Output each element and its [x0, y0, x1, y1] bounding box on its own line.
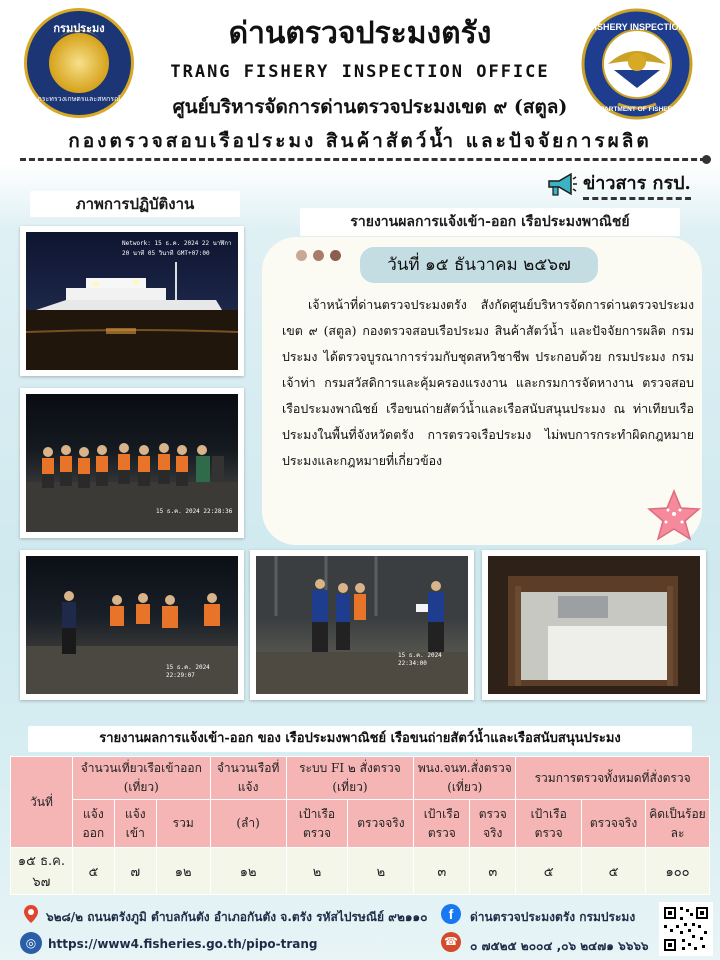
subheader-officer-actual: ตรวจจริง — [470, 800, 516, 848]
cell-officer-target: ๓ — [414, 848, 470, 895]
footer-phone: ๐ ๗๕๒๕ ๒๐๐๔ ,๐๖ ๒๔๗๑ ๖๖๖๖ — [470, 939, 649, 953]
phone-icon: ☎ — [441, 932, 461, 952]
divider-end-dot — [702, 155, 711, 164]
photo-timestamp: 15 ธ.ค. 2024 22:29:07 — [166, 664, 210, 679]
subheader-fi2-actual: ตรวจจริง — [348, 800, 414, 848]
page-title-thai: ด่านตรวจประมงตรัง — [228, 16, 492, 51]
facebook-icon[interactable]: f — [441, 904, 461, 924]
report-section-label: รายงานผลการแจ้งเข้า-ออก เรือประมงพาณิชย์ — [300, 208, 680, 236]
cell-fi2-actual: ๒ — [348, 848, 414, 895]
subheader-unit: (ลำ) — [210, 800, 286, 848]
megaphone-icon — [545, 171, 577, 197]
report-date: วันที่ ๑๕ ธันวาคม ๒๕๖๗ — [360, 247, 598, 283]
qr-code-icon[interactable] — [659, 902, 713, 956]
photo-officers-document-check — [250, 550, 474, 700]
subheader-total-target: เป้าเรือตรวจ — [516, 800, 582, 848]
footer-facebook-page[interactable]: ด่านตรวจประมงตรัง กรมประมง — [470, 910, 636, 924]
cell-in: ๗ — [114, 848, 156, 895]
photos-section-label: ภาพการปฏิบัติงาน — [30, 191, 240, 217]
photo-timestamp: 15 ธ.ค. 2024 22:34:00 — [398, 652, 442, 667]
header-divider — [20, 158, 706, 161]
cell-fi2-target: ๒ — [286, 848, 348, 895]
header-total-inspections: รวมการตรวจทั้งหมดที่สั่งตรวจ — [516, 757, 710, 800]
cell-day: ๑๕ ธ.ค. ๖๗ — [11, 848, 73, 895]
subheader-out: แจ้งออก — [72, 800, 114, 848]
subheader-sum: รวม — [156, 800, 210, 848]
location-pin-icon — [24, 905, 38, 923]
footer-website-link[interactable]: https://www4.fisheries.go.th/pipo-trang — [48, 937, 318, 951]
cell-total-actual: ๕ — [582, 848, 646, 895]
photo-timestamp: 15 ธ.ค. 2024 22:28:36 — [156, 508, 233, 515]
header-fi2: ระบบ FI ๒ สั่งตรวจ (เที่ยว) — [286, 757, 414, 800]
subheader-in: แจ้งเข้า — [114, 800, 156, 848]
badge-bottom-text: DEPARTMENT OF FISHERIES — [591, 106, 683, 113]
logo-left-bottom-text: กระทรวงเกษตรและสหกรณ์ — [37, 95, 121, 103]
header-boats: จำนวนเรือที่แจ้ง — [210, 757, 286, 800]
photo-fish-hold — [482, 550, 706, 700]
logo-left-top-text: กรมประมง — [53, 22, 105, 35]
cell-percent: ๑๐๐ — [646, 848, 710, 895]
subheader-fi2-target: เป้าเรือตรวจ — [286, 800, 348, 848]
cell-total-target: ๕ — [516, 848, 582, 895]
page-title-english: TRANG FISHERY INSPECTION OFFICE — [170, 62, 550, 82]
news-tag-label: ข่าวสาร กรป. — [583, 168, 691, 200]
footer-address: ๖๒๘/๒ ถนนตรังภูมิ ตำบลกันตัง อำเภอกันตัง จ.ตรัง รหัสไปรษณีย์ ๙๒๑๑๐ — [46, 910, 428, 924]
subtitle-center: ศูนย์บริหารจัดการด่านตรวจประมงเขต ๙ (สตูล) — [172, 96, 568, 118]
starfish-icon — [646, 488, 702, 544]
photo-timestamp: Network: 15 ธ.ค. 2024 22 นาฬิกา 20 นาที 05 วินาที GMT+07:00 — [122, 240, 232, 257]
globe-icon: ◎ — [20, 932, 42, 954]
badge-top-text: FISHERY INSPECTION — [588, 22, 686, 32]
subtitle-division: กองตรวจสอบเรือประมง สินค้าสัตว์น้ำ และปัจจัยการผลิต — [68, 130, 652, 152]
photo-boat-at-night — [20, 226, 244, 376]
header-officer-ordered: พนง.จนท.สั่งตรวจ (เที่ยว) — [414, 757, 516, 800]
department-of-fisheries-logo — [24, 8, 134, 118]
header-day: วันที่ — [11, 757, 73, 848]
card-decor-dots — [296, 250, 341, 261]
subheader-percent: คิดเป็นร้อยละ — [646, 800, 710, 848]
header-trips: จำนวนเที่ยวเรือเข้าออก (เที่ยว) — [72, 757, 210, 800]
report-table — [10, 756, 710, 895]
photo-crew-lineup — [20, 388, 244, 538]
table-title: รายงานผลการแจ้งเข้า-ออก ของ เรือประมงพาณิชย์ เรือขนถ่ายสัตว์น้ำและเรือสนับสนุนประมง — [28, 726, 692, 752]
cell-out: ๕ — [72, 848, 114, 895]
news-tag — [545, 170, 691, 198]
cell-sum: ๑๒ — [156, 848, 210, 895]
report-body: เจ้าหน้าที่ด่านตรวจประมงตรัง สังกัดศูนย์บริหารจัดการด่านตรวจประมง เขต ๙ (สตูล) กองตรวจสอบเรือประมง สินค้าสัตว์น้ำ และปัจจัยการผลิต กรมประมง ได้ตรวจบูรณาการร่วมกับชุดสหวิชาชีพ ประกอบด้วย กรมประมง กรมเจ้าท่า กรมสวัสดิการและคุ้มครองแรงงาน และกรมการจัดหางาน ตรวจสอบเรือประมงพาณิชย์ เรือขนถ่ายสัตว์น้ำและเรือสนับสนุนประมง ณ ท่าเทียบเรือประมงในพื้นที่จังหวัดตรัง การตรวจเรือประมง ไม่พบการกระทำผิดกฎหมายประมงและกฎหมายที่เกี่ยวข้อง — [282, 297, 694, 468]
cell-officer-actual: ๓ — [470, 848, 516, 895]
subheader-officer-target: เป้าเรือตรวจ — [414, 800, 470, 848]
subheader-total-actual: ตรวจจริง — [582, 800, 646, 848]
cell-boats: ๑๒ — [210, 848, 286, 895]
logo-emblem-icon — [47, 31, 111, 95]
photo-inspection-crew — [20, 550, 244, 700]
